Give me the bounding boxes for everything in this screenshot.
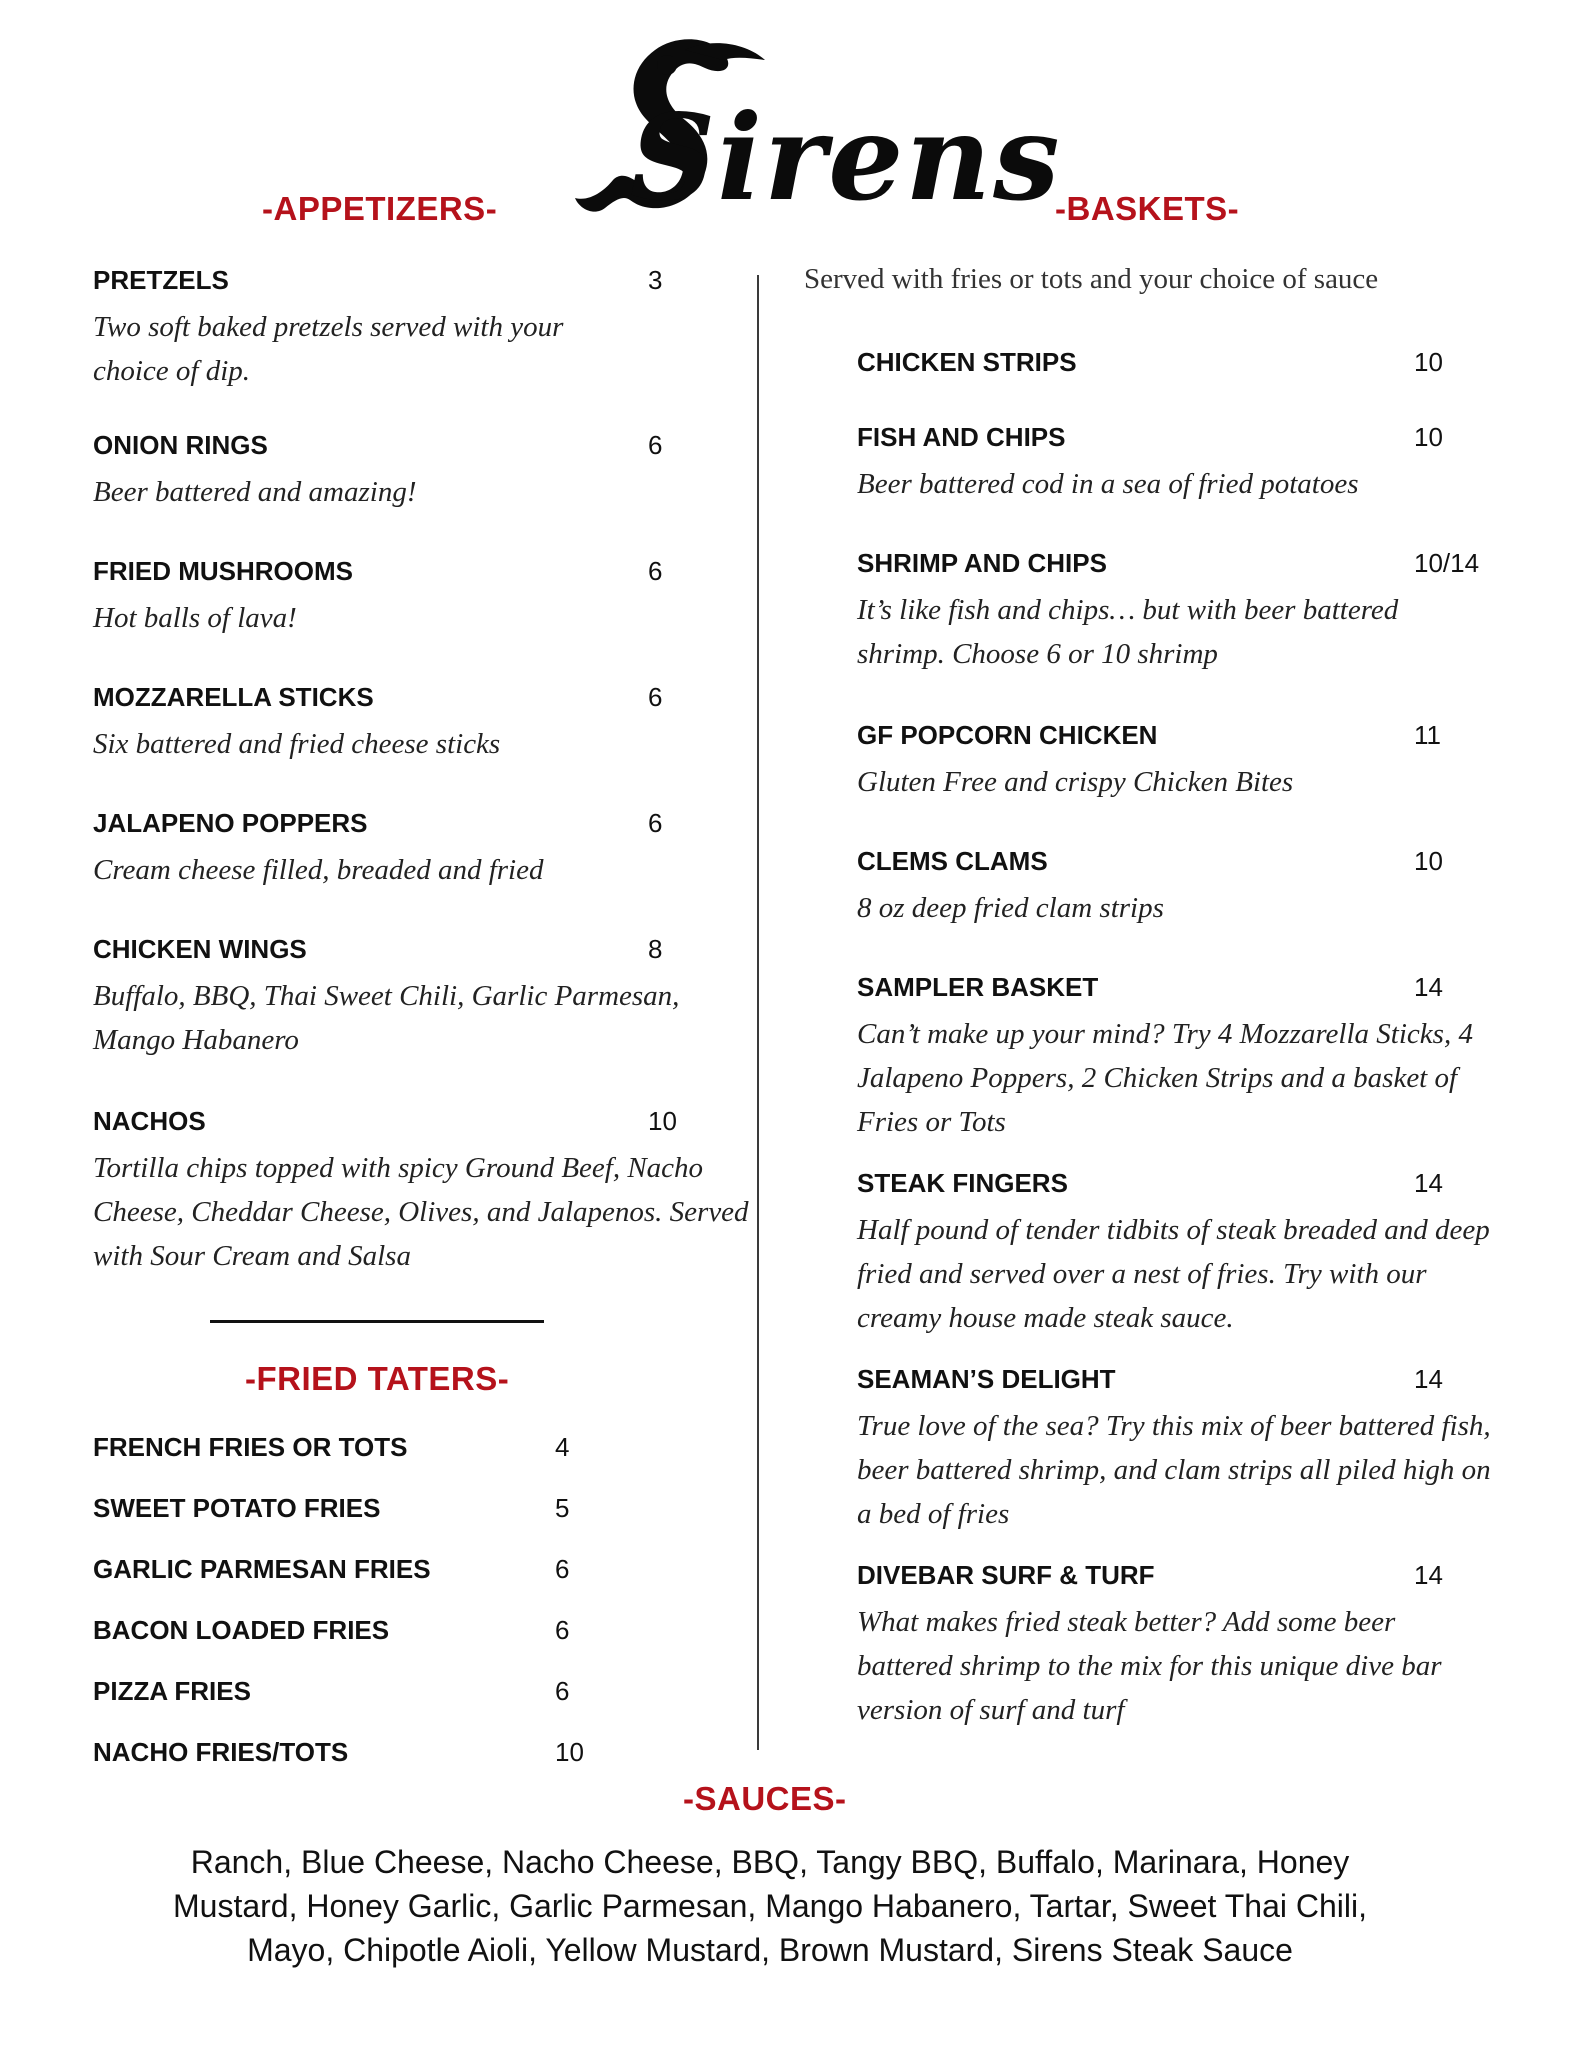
item-name: PIZZA FRIES [93,1676,251,1706]
item-price: 6 [555,1615,570,1645]
item-description: Two soft baked pretzels served with your choice of dip. [93,311,564,387]
sauces-line: Mustard, Honey Garlic, Garlic Parmesan, Mango Habanero, Tartar, Sweet Thai Chili, [173,1888,1367,1924]
item-price: 10 [648,1106,677,1136]
item-price: 6 [555,1554,570,1584]
item-price: 6 [648,808,663,838]
item-name: STEAK FINGERS [857,1168,1068,1198]
item-price: 10/14 [1414,548,1480,578]
item-description: Beer battered cod in a sea of fried potatoes [857,468,1359,500]
item-name: FISH AND CHIPS [857,422,1066,452]
item-price: 8 [648,934,663,964]
item-price: 10 [1414,422,1443,452]
item-name: GARLIC PARMESAN FRIES [93,1554,431,1584]
appetizers-heading: -APPETIZERS- [262,190,498,227]
baskets-heading: -BASKETS- [1055,190,1240,227]
item-description: It’s like fish and chips… but with beer battered shrimp. Choose 6 or 10 shrimp [857,594,1399,670]
item-name: MOZZARELLA STICKS [93,682,374,712]
item-name: GF POPCORN CHICKEN [857,720,1158,750]
item-name: SWEET POTATO FRIES [93,1493,381,1523]
item-name: NACHO FRIES/TOTS [93,1737,349,1767]
item-price: 6 [648,682,663,712]
item-description: Buffalo, BBQ, Thai Sweet Chili, Garlic Parmesan, Mango Habanero [93,980,680,1056]
item-description: 8 oz deep fried clam strips [857,892,1164,924]
item-name: PRETZELS [93,265,229,295]
item-name: BACON LOADED FRIES [93,1615,390,1645]
item-description: Hot balls of lava! [93,602,297,634]
item-name: FRIED MUSHROOMS [93,556,353,586]
sauces-heading: -SAUCES- [683,1780,847,1817]
item-price: 14 [1414,1364,1443,1394]
item-name: DIVEBAR SURF & TURF [857,1560,1155,1590]
sirens-logo [535,30,1062,230]
item-description: Can’t make up your mind? Try 4 Mozzarella Sticks, 4 Jalapeno Poppers, 2 Chicken Strips and a basket of Fries or Tots [857,1018,1473,1138]
section-divider [210,1320,544,1323]
item-price: 14 [1414,1168,1443,1198]
item-price: 10 [1414,347,1443,377]
item-price: 5 [555,1493,570,1523]
item-price: 6 [648,556,663,586]
sauces-line: Ranch, Blue Cheese, Nacho Cheese, BBQ, Tangy BBQ, Buffalo, Marinara, Honey [190,1844,1350,1880]
item-price: 6 [555,1676,570,1706]
item-name: SEAMAN’S DELIGHT [857,1364,1116,1394]
item-description: Half pound of tender tidbits of steak breaded and deep fried and served over a nest of fries. Try with our creamy house made steak sauce. [857,1214,1490,1334]
item-price: 4 [555,1432,570,1462]
item-name: CHICKEN STRIPS [857,347,1077,377]
item-price: 6 [648,430,663,460]
item-name: SHRIMP AND CHIPS [857,548,1107,578]
item-name: FRENCH FRIES OR TOTS [93,1432,408,1462]
item-description: Cream cheese filled, breaded and fried [93,854,544,886]
item-price: 14 [1414,1560,1443,1590]
item-name: CHICKEN WINGS [93,934,307,964]
item-description: Gluten Free and crispy Chicken Bites [857,766,1294,798]
item-price: 14 [1414,972,1443,1002]
item-name: NACHOS [93,1106,206,1136]
fried-taters-heading: -FRIED TATERS- [245,1360,510,1397]
item-description: Six battered and fried cheese sticks [93,728,501,760]
item-price: 3 [648,265,663,295]
item-name: CLEMS CLAMS [857,846,1048,876]
item-name: SAMPLER BASKET [857,972,1099,1002]
item-price: 10 [555,1737,584,1767]
brand-wordmark: Sirens [630,88,1062,227]
baskets-subtitle: Served with fries or tots and your choice of sauce [804,263,1379,295]
item-description: What makes fried steak better? Add some beer battered shrimp to the mix for this unique dive bar version of surf and turf [857,1606,1442,1726]
item-price: 10 [1414,846,1443,876]
item-description: True love of the sea? Try this mix of beer battered fish, beer battered shrimp, and clam strips all piled high on a bed of fries [857,1410,1491,1530]
item-name: ONION RINGS [93,430,268,460]
sauces-line: Mayo, Chipotle Aioli, Yellow Mustard, Brown Mustard, Sirens Steak Sauce [247,1932,1293,1968]
item-price: 11 [1414,720,1441,750]
sauces-list [120,1840,1420,1972]
item-description: Beer battered and amazing! [93,476,417,508]
item-description: Tortilla chips topped with spicy Ground Beef, Nacho Cheese, Cheddar Cheese, Olives, and Jalapenos. Served with Sour Cream and Salsa [93,1152,749,1272]
item-name: JALAPENO POPPERS [93,808,368,838]
